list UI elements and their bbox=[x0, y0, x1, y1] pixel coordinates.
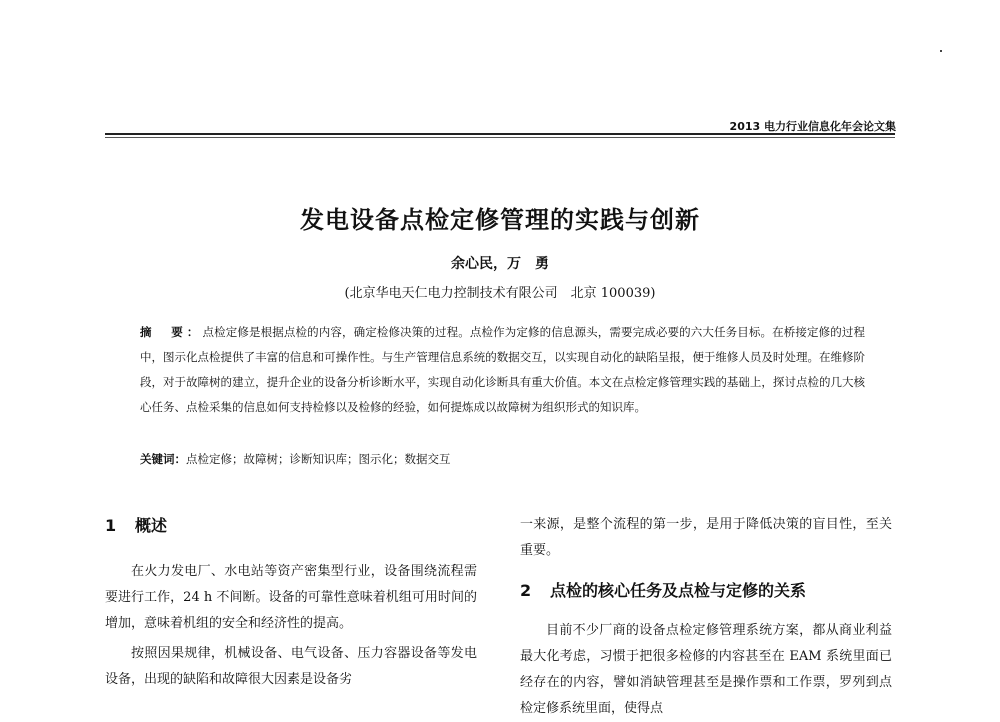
keywords-text: 点检定修；故障树；诊断知识库；图示化；数据交互 bbox=[186, 452, 451, 466]
paper-affiliation: (北京华电天仁电力控制技术有限公司 北京 100039) bbox=[344, 286, 656, 301]
right-column bbox=[520, 512, 892, 722]
keywords bbox=[140, 448, 865, 470]
section-1-number: 1 bbox=[105, 516, 117, 535]
abstract-text: 点检定修是根据点检的内容，确定检修决策的过程。点检作为定修的信息源头，需要完成必要的六大任务目标。在桥接定修的过程中，图示化点检提供了丰富的信息和可操作性。与生产管理信息系统的数据交互，以实现自动化的缺陷呈报，便于维修人员及时处理。在维修阶段，对于故障树的建立，提升企业的设备分析诊断水平，实现自动化诊断具有重大价值。本文在点检定修管理实践的基础上，探讨点检的几大核心任务、点检采集的信息如何支持检修以及检修的经验，如何提炼成以故障树为组织形式的知识库。 bbox=[140, 325, 865, 414]
left-column bbox=[105, 515, 477, 693]
keywords-label: 关键词： bbox=[140, 452, 186, 466]
abstract bbox=[140, 320, 865, 420]
section-2-number: 2 bbox=[520, 581, 532, 600]
paper-authors: 余心民，万 勇 bbox=[451, 256, 549, 272]
section-1-heading bbox=[105, 515, 477, 537]
scan-speck bbox=[940, 50, 942, 52]
section-2-paragraph-1: 目前不少厂商的设备点检定修管理系统方案，都从商业利益最大化考虑，习惯于把很多检修的内容甚至在 EAM 系统里面已经存在的内容，譬如消缺管理甚至是操作票和工作票，罗列到点检定修系统里面，使得点 bbox=[520, 623, 892, 716]
abstract-label: 摘 要： bbox=[140, 325, 203, 339]
running-head: 2013 电力行业信息化年会论文集 bbox=[729, 120, 896, 133]
section-1-title: 概述 bbox=[135, 516, 168, 535]
continued-paragraph: 一来源，是整个流程的第一步，是用于降低决策的盲目性，至关重要。 bbox=[520, 517, 892, 558]
section-2-heading bbox=[520, 580, 892, 602]
header-rule-thick bbox=[105, 133, 895, 135]
paper-title: 发电设备点检定修管理的实践与创新 bbox=[300, 206, 700, 234]
section-1-paragraph-1: 在火力发电厂、水电站等资产密集型行业，设备围绕流程需要进行工作，24 h 不间断。设备的可靠性意味着机组可用时间的增加，意味着机组的安全和经济性的提高。 bbox=[105, 564, 477, 631]
section-2-title: 点检的核心任务及点检与定修的关系 bbox=[550, 581, 807, 600]
section-1-paragraph-2: 按照因果规律，机械设备、电气设备、压力容器设备等发电设备，出现的缺陷和故障很大因素是设备劣 bbox=[105, 646, 477, 687]
header-rule-thin bbox=[105, 137, 895, 138]
